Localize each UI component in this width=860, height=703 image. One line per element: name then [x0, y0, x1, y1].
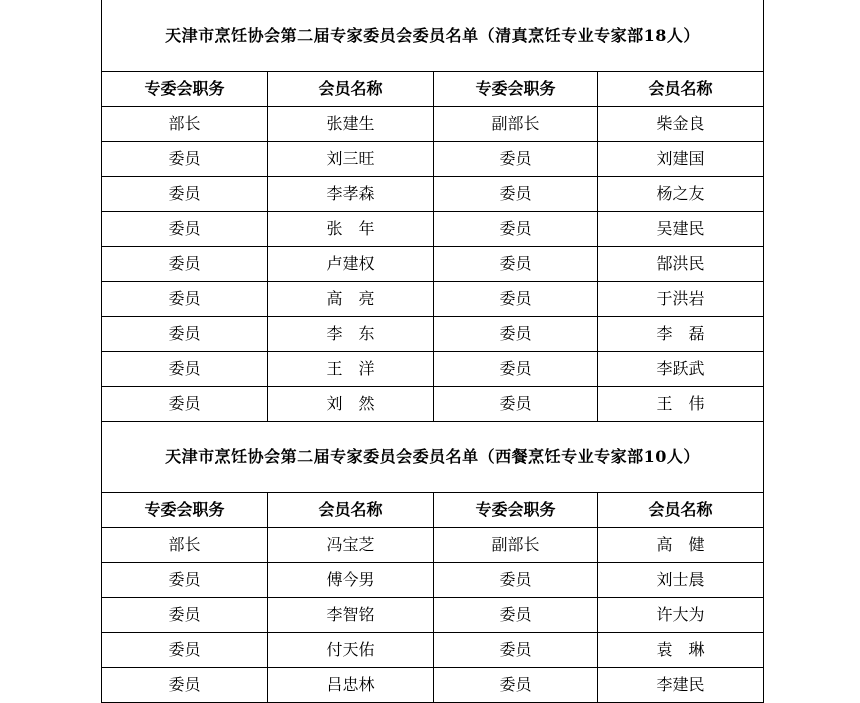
- position-cell: 委员: [102, 387, 268, 422]
- member-name-cell: 王 伟: [598, 387, 764, 422]
- member-name-cell: 李 磊: [598, 317, 764, 352]
- member-name-cell: 刘三旺: [268, 142, 434, 177]
- member-name-cell: 柴金良: [598, 107, 764, 142]
- column-header-row: [102, 72, 764, 107]
- table-row: [102, 528, 764, 563]
- position-cell: 委员: [434, 177, 598, 212]
- position-cell: 委员: [434, 142, 598, 177]
- member-name-cell: 李跃武: [598, 352, 764, 387]
- member-name-cell: 郜洪民: [598, 247, 764, 282]
- table-row: [102, 598, 764, 633]
- column-header-member-name: 会员名称: [598, 493, 764, 528]
- table-row: [102, 177, 764, 212]
- position-cell: 委员: [102, 142, 268, 177]
- position-cell: 委员: [434, 598, 598, 633]
- member-name-cell: 张建生: [268, 107, 434, 142]
- member-name-cell: 高 健: [598, 528, 764, 563]
- column-header-row: [102, 493, 764, 528]
- table-row: [102, 633, 764, 668]
- member-name-cell: 李智铭: [268, 598, 434, 633]
- member-name-cell: 刘 然: [268, 387, 434, 422]
- position-cell: 委员: [102, 668, 268, 703]
- position-cell: 委员: [102, 247, 268, 282]
- member-name-cell: 吕忠林: [268, 668, 434, 703]
- position-cell: 委员: [102, 563, 268, 598]
- member-name-cell: 傅今男: [268, 563, 434, 598]
- position-cell: 委员: [102, 598, 268, 633]
- table-row: [102, 668, 764, 703]
- position-cell: 委员: [434, 352, 598, 387]
- member-name-cell: 冯宝芝: [268, 528, 434, 563]
- column-header-member-name: 会员名称: [268, 493, 434, 528]
- member-name-cell: 刘建国: [598, 142, 764, 177]
- position-cell: 副部长: [434, 528, 598, 563]
- member-name-cell: 许大为: [598, 598, 764, 633]
- table-row: [102, 247, 764, 282]
- roster-table: [101, 0, 764, 703]
- member-name-cell: 卢建权: [268, 247, 434, 282]
- section-title-row: [102, 422, 764, 493]
- position-cell: 委员: [434, 633, 598, 668]
- member-name-cell: 李孝森: [268, 177, 434, 212]
- member-name-cell: 付天佑: [268, 633, 434, 668]
- section-title-row: [102, 0, 764, 72]
- table-row: [102, 352, 764, 387]
- member-name-cell: 高 亮: [268, 282, 434, 317]
- position-cell: 委员: [434, 282, 598, 317]
- table-row: [102, 563, 764, 598]
- member-name-cell: 吴建民: [598, 212, 764, 247]
- section-title: 天津市烹饪协会第二届专家委员会委员名单（西餐烹饪专业专家部10人）: [102, 422, 764, 493]
- member-roster-document: [101, 0, 763, 703]
- section-title: 天津市烹饪协会第二届专家委员会委员名单（清真烹饪专业专家部18人）: [102, 0, 764, 72]
- table-row: [102, 107, 764, 142]
- table-row: [102, 387, 764, 422]
- roster-table-body: [102, 0, 764, 703]
- position-cell: 委员: [102, 352, 268, 387]
- position-cell: 部长: [102, 528, 268, 563]
- position-cell: 副部长: [434, 107, 598, 142]
- column-header-member-name: 会员名称: [268, 72, 434, 107]
- position-cell: 委员: [102, 282, 268, 317]
- position-cell: 委员: [102, 177, 268, 212]
- column-header-position: 专委会职务: [102, 72, 268, 107]
- table-row: [102, 317, 764, 352]
- member-name-cell: 杨之友: [598, 177, 764, 212]
- member-name-cell: 于洪岩: [598, 282, 764, 317]
- position-cell: 委员: [434, 212, 598, 247]
- table-row: [102, 142, 764, 177]
- position-cell: 委员: [434, 668, 598, 703]
- table-row: [102, 212, 764, 247]
- position-cell: 委员: [102, 212, 268, 247]
- column-header-position: 专委会职务: [434, 493, 598, 528]
- position-cell: 委员: [102, 317, 268, 352]
- member-name-cell: 李建民: [598, 668, 764, 703]
- member-name-cell: 王 洋: [268, 352, 434, 387]
- member-name-cell: 袁 琳: [598, 633, 764, 668]
- position-cell: 委员: [102, 633, 268, 668]
- column-header-position: 专委会职务: [102, 493, 268, 528]
- member-name-cell: 李 东: [268, 317, 434, 352]
- position-cell: 部长: [102, 107, 268, 142]
- position-cell: 委员: [434, 247, 598, 282]
- position-cell: 委员: [434, 317, 598, 352]
- column-header-position: 专委会职务: [434, 72, 598, 107]
- table-row: [102, 282, 764, 317]
- member-name-cell: 刘士晨: [598, 563, 764, 598]
- position-cell: 委员: [434, 563, 598, 598]
- position-cell: 委员: [434, 387, 598, 422]
- column-header-member-name: 会员名称: [598, 72, 764, 107]
- member-name-cell: 张 年: [268, 212, 434, 247]
